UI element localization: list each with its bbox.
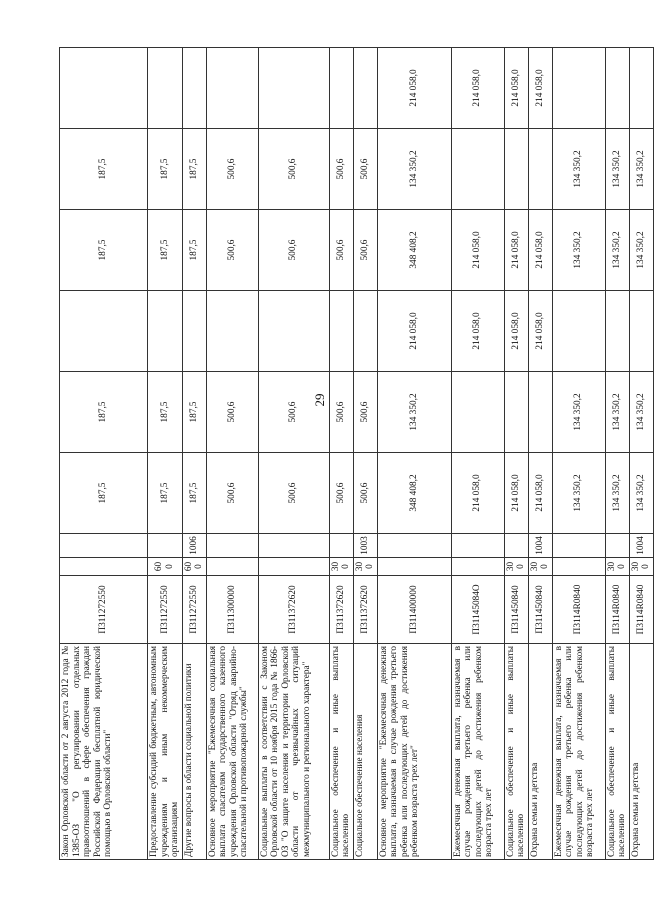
row-value-6 xyxy=(329,48,353,129)
row-kcsr: П311400000 xyxy=(377,576,451,644)
row-vr xyxy=(60,558,148,576)
row-name: Предоставление субсидий бюджетным, автономным учреждениям и иным некоммерческим организациям xyxy=(148,644,183,860)
table-row xyxy=(206,48,258,860)
row-rz xyxy=(258,534,329,558)
table-row xyxy=(258,48,329,860)
row-name: Социальное обеспечение и иные выплаты населению xyxy=(504,644,528,860)
row-value-5: 187,5 xyxy=(182,129,206,210)
row-value-5 xyxy=(504,129,528,210)
row-value-4: 187,5 xyxy=(148,210,183,291)
row-kcsr: П311450840 xyxy=(504,576,528,644)
row-value-4: 500,6 xyxy=(353,210,377,291)
row-kcsr: П311272550 xyxy=(60,576,148,644)
row-value-3 xyxy=(258,291,329,372)
table-row xyxy=(504,48,528,860)
row-value-4: 500,6 xyxy=(206,210,258,291)
row-vr: 300 xyxy=(329,558,353,576)
row-value-2: 134 350,2 xyxy=(552,372,605,453)
page-number: 29 xyxy=(312,393,327,407)
row-kcsr: П31145084О xyxy=(451,576,504,644)
row-rz: 1006 xyxy=(182,534,206,558)
row-value-6 xyxy=(258,48,329,129)
row-value-5: 134 350,2 xyxy=(552,129,605,210)
row-kcsr: П3114R0840 xyxy=(605,576,629,644)
row-value-6 xyxy=(629,48,653,129)
table-row xyxy=(552,48,605,860)
row-value-4: 214 058,0 xyxy=(451,210,504,291)
table-row xyxy=(451,48,504,860)
row-value-5: 134 350,2 xyxy=(629,129,653,210)
row-value-1: 134 350,2 xyxy=(605,453,629,534)
row-kcsr: П311272550 xyxy=(182,576,206,644)
row-value-1: 187,5 xyxy=(60,453,148,534)
row-value-4: 187,5 xyxy=(182,210,206,291)
row-vr: 300 xyxy=(353,558,377,576)
row-name: Социальное обеспечение и иные выплаты населению xyxy=(329,644,353,860)
row-value-6: 214 058,0 xyxy=(451,48,504,129)
row-rz xyxy=(377,534,451,558)
row-value-5: 134 350,2 xyxy=(377,129,451,210)
row-value-6 xyxy=(552,48,605,129)
row-value-4: 500,6 xyxy=(329,210,353,291)
row-value-4: 134 350,2 xyxy=(605,210,629,291)
row-rz xyxy=(329,534,353,558)
row-vr: 600 xyxy=(148,558,183,576)
row-value-3 xyxy=(353,291,377,372)
row-value-4: 214 058,0 xyxy=(504,210,528,291)
table-row xyxy=(377,48,451,860)
row-value-2: 134 350,2 xyxy=(377,372,451,453)
row-value-2 xyxy=(504,372,528,453)
row-kcsr: П311372620 xyxy=(329,576,353,644)
row-value-1: 214 058,0 xyxy=(504,453,528,534)
row-name: Социальное обеспечение населения xyxy=(353,644,377,860)
row-value-4: 134 350,2 xyxy=(629,210,653,291)
row-value-1: 500,6 xyxy=(206,453,258,534)
row-value-5: 187,5 xyxy=(60,129,148,210)
row-rz xyxy=(451,534,504,558)
row-value-2: 500,6 xyxy=(329,372,353,453)
row-kcsr: П311372620 xyxy=(353,576,377,644)
row-value-3 xyxy=(206,291,258,372)
row-value-5: 500,6 xyxy=(206,129,258,210)
row-kcsr: П311372620 xyxy=(258,576,329,644)
row-name: Охрана семьи и детства xyxy=(528,644,552,860)
budget-table-container xyxy=(59,48,651,860)
row-name: Основное мероприятие "Ежемесячная денежная выплата, назначаемая в случае рождения третьего ребенка или последующих детей до достижения ребенком возраста трех лет" xyxy=(377,644,451,860)
row-name: Основное мероприятие "Ежемесячная социальная выплата спасателям государственного казенного учреждения Орловской области "Отряд аварийно-спасательной и противопожарной службы" xyxy=(206,644,258,860)
table-row xyxy=(329,48,353,860)
row-value-3 xyxy=(148,291,183,372)
row-value-2: 500,6 xyxy=(353,372,377,453)
row-value-3 xyxy=(629,291,653,372)
table-row xyxy=(148,48,183,860)
row-vr: 300 xyxy=(629,558,653,576)
row-value-3 xyxy=(329,291,353,372)
row-value-3: 214 058,0 xyxy=(504,291,528,372)
row-value-1: 500,6 xyxy=(353,453,377,534)
row-name: Социальное обеспечение и иные выплаты населению xyxy=(605,644,629,860)
row-value-5 xyxy=(528,129,552,210)
row-value-1: 187,5 xyxy=(182,453,206,534)
row-value-5 xyxy=(451,129,504,210)
row-kcsr: П311300000 xyxy=(206,576,258,644)
row-value-2: 134 350,2 xyxy=(629,372,653,453)
row-value-1: 187,5 xyxy=(148,453,183,534)
row-value-5: 500,6 xyxy=(329,129,353,210)
row-vr: 300 xyxy=(528,558,552,576)
row-rz: 1003 xyxy=(353,534,377,558)
row-value-2 xyxy=(528,372,552,453)
row-value-6: 214 058,0 xyxy=(504,48,528,129)
row-value-3: 214 058,0 xyxy=(451,291,504,372)
row-value-3 xyxy=(552,291,605,372)
row-value-3 xyxy=(182,291,206,372)
row-value-1: 500,6 xyxy=(258,453,329,534)
row-value-2: 187,5 xyxy=(60,372,148,453)
row-rz: 1004 xyxy=(629,534,653,558)
row-kcsr: П311450840 xyxy=(528,576,552,644)
table-row xyxy=(605,48,629,860)
row-value-2: 187,5 xyxy=(148,372,183,453)
row-value-4: 187,5 xyxy=(60,210,148,291)
row-value-5: 134 350,2 xyxy=(605,129,629,210)
row-rz xyxy=(60,534,148,558)
row-name: Социальные выплаты в соответствии с Законом Орловской области от 10 ноября 2015 года № 1866-ОЗ "О защите населения и территории Орловской области от чрезвычайных ситуаций межмуниципального и регионального характера" xyxy=(258,644,329,860)
row-kcsr: П3114R0840 xyxy=(629,576,653,644)
row-vr xyxy=(258,558,329,576)
row-value-6 xyxy=(206,48,258,129)
table-row xyxy=(528,48,552,860)
row-value-2: 187,5 xyxy=(182,372,206,453)
row-value-1: 214 058,0 xyxy=(451,453,504,534)
row-value-2 xyxy=(451,372,504,453)
row-vr xyxy=(377,558,451,576)
row-value-3 xyxy=(60,291,148,372)
row-value-4: 134 350,2 xyxy=(552,210,605,291)
row-value-3: 214 058,0 xyxy=(377,291,451,372)
row-value-6 xyxy=(353,48,377,129)
row-vr: 600 xyxy=(182,558,206,576)
row-value-6 xyxy=(60,48,148,129)
row-value-5: 500,6 xyxy=(258,129,329,210)
row-value-6: 214 058,0 xyxy=(377,48,451,129)
row-value-5: 500,6 xyxy=(353,129,377,210)
row-rz xyxy=(206,534,258,558)
row-value-2: 500,6 xyxy=(206,372,258,453)
row-name: Охрана семьи и детства xyxy=(629,644,653,860)
table-row xyxy=(353,48,377,860)
row-rz xyxy=(552,534,605,558)
row-value-6 xyxy=(605,48,629,129)
row-vr xyxy=(206,558,258,576)
row-vr xyxy=(552,558,605,576)
row-name: Закон Орловской области от 2 августа 2012 года № 1385-ОЗ "О регулировании отдельных правоотношений в сфере обеспечения граждан Российской Федерации бесплатной юридической помощью в Орловской области" xyxy=(60,644,148,860)
row-name: Ежемесячная денежная выплата, назначаемая в случае рождения третьего ребенка или последующих детей до достижения ребенком возраста трех лет xyxy=(451,644,504,860)
row-value-2: 134 350,2 xyxy=(605,372,629,453)
row-value-5: 187,5 xyxy=(148,129,183,210)
table-row xyxy=(629,48,653,860)
table-row xyxy=(60,48,148,860)
row-vr: 300 xyxy=(504,558,528,576)
row-kcsr: П311272550 xyxy=(148,576,183,644)
row-value-4: 348 408,2 xyxy=(377,210,451,291)
budget-table xyxy=(59,47,654,860)
row-value-6 xyxy=(182,48,206,129)
row-value-1: 500,6 xyxy=(329,453,353,534)
row-name: Другие вопросы в области социальной политики xyxy=(182,644,206,860)
row-value-4: 500,6 xyxy=(258,210,329,291)
row-value-1: 134 350,2 xyxy=(629,453,653,534)
row-value-6: 214 058,0 xyxy=(528,48,552,129)
row-rz: 1004 xyxy=(528,534,552,558)
row-name: Ежемесячная денежная выплата, назначаемая в случае рождения третьего ребенка или последующих детей до достижения ребенком возраста трех лет xyxy=(552,644,605,860)
row-value-1: 348 408,2 xyxy=(377,453,451,534)
row-kcsr: П3114R0840 xyxy=(552,576,605,644)
row-value-2: 500,6 xyxy=(258,372,329,453)
row-rz xyxy=(504,534,528,558)
table-row xyxy=(182,48,206,860)
row-vr xyxy=(451,558,504,576)
budget-table-rotated xyxy=(59,48,651,860)
row-value-3 xyxy=(605,291,629,372)
row-rz xyxy=(148,534,183,558)
row-value-1: 134 350,2 xyxy=(552,453,605,534)
row-value-6 xyxy=(148,48,183,129)
row-value-3: 214 058,0 xyxy=(528,291,552,372)
row-value-4: 214 058,0 xyxy=(528,210,552,291)
row-vr: 300 xyxy=(605,558,629,576)
row-value-1: 214 058,0 xyxy=(528,453,552,534)
row-rz xyxy=(605,534,629,558)
